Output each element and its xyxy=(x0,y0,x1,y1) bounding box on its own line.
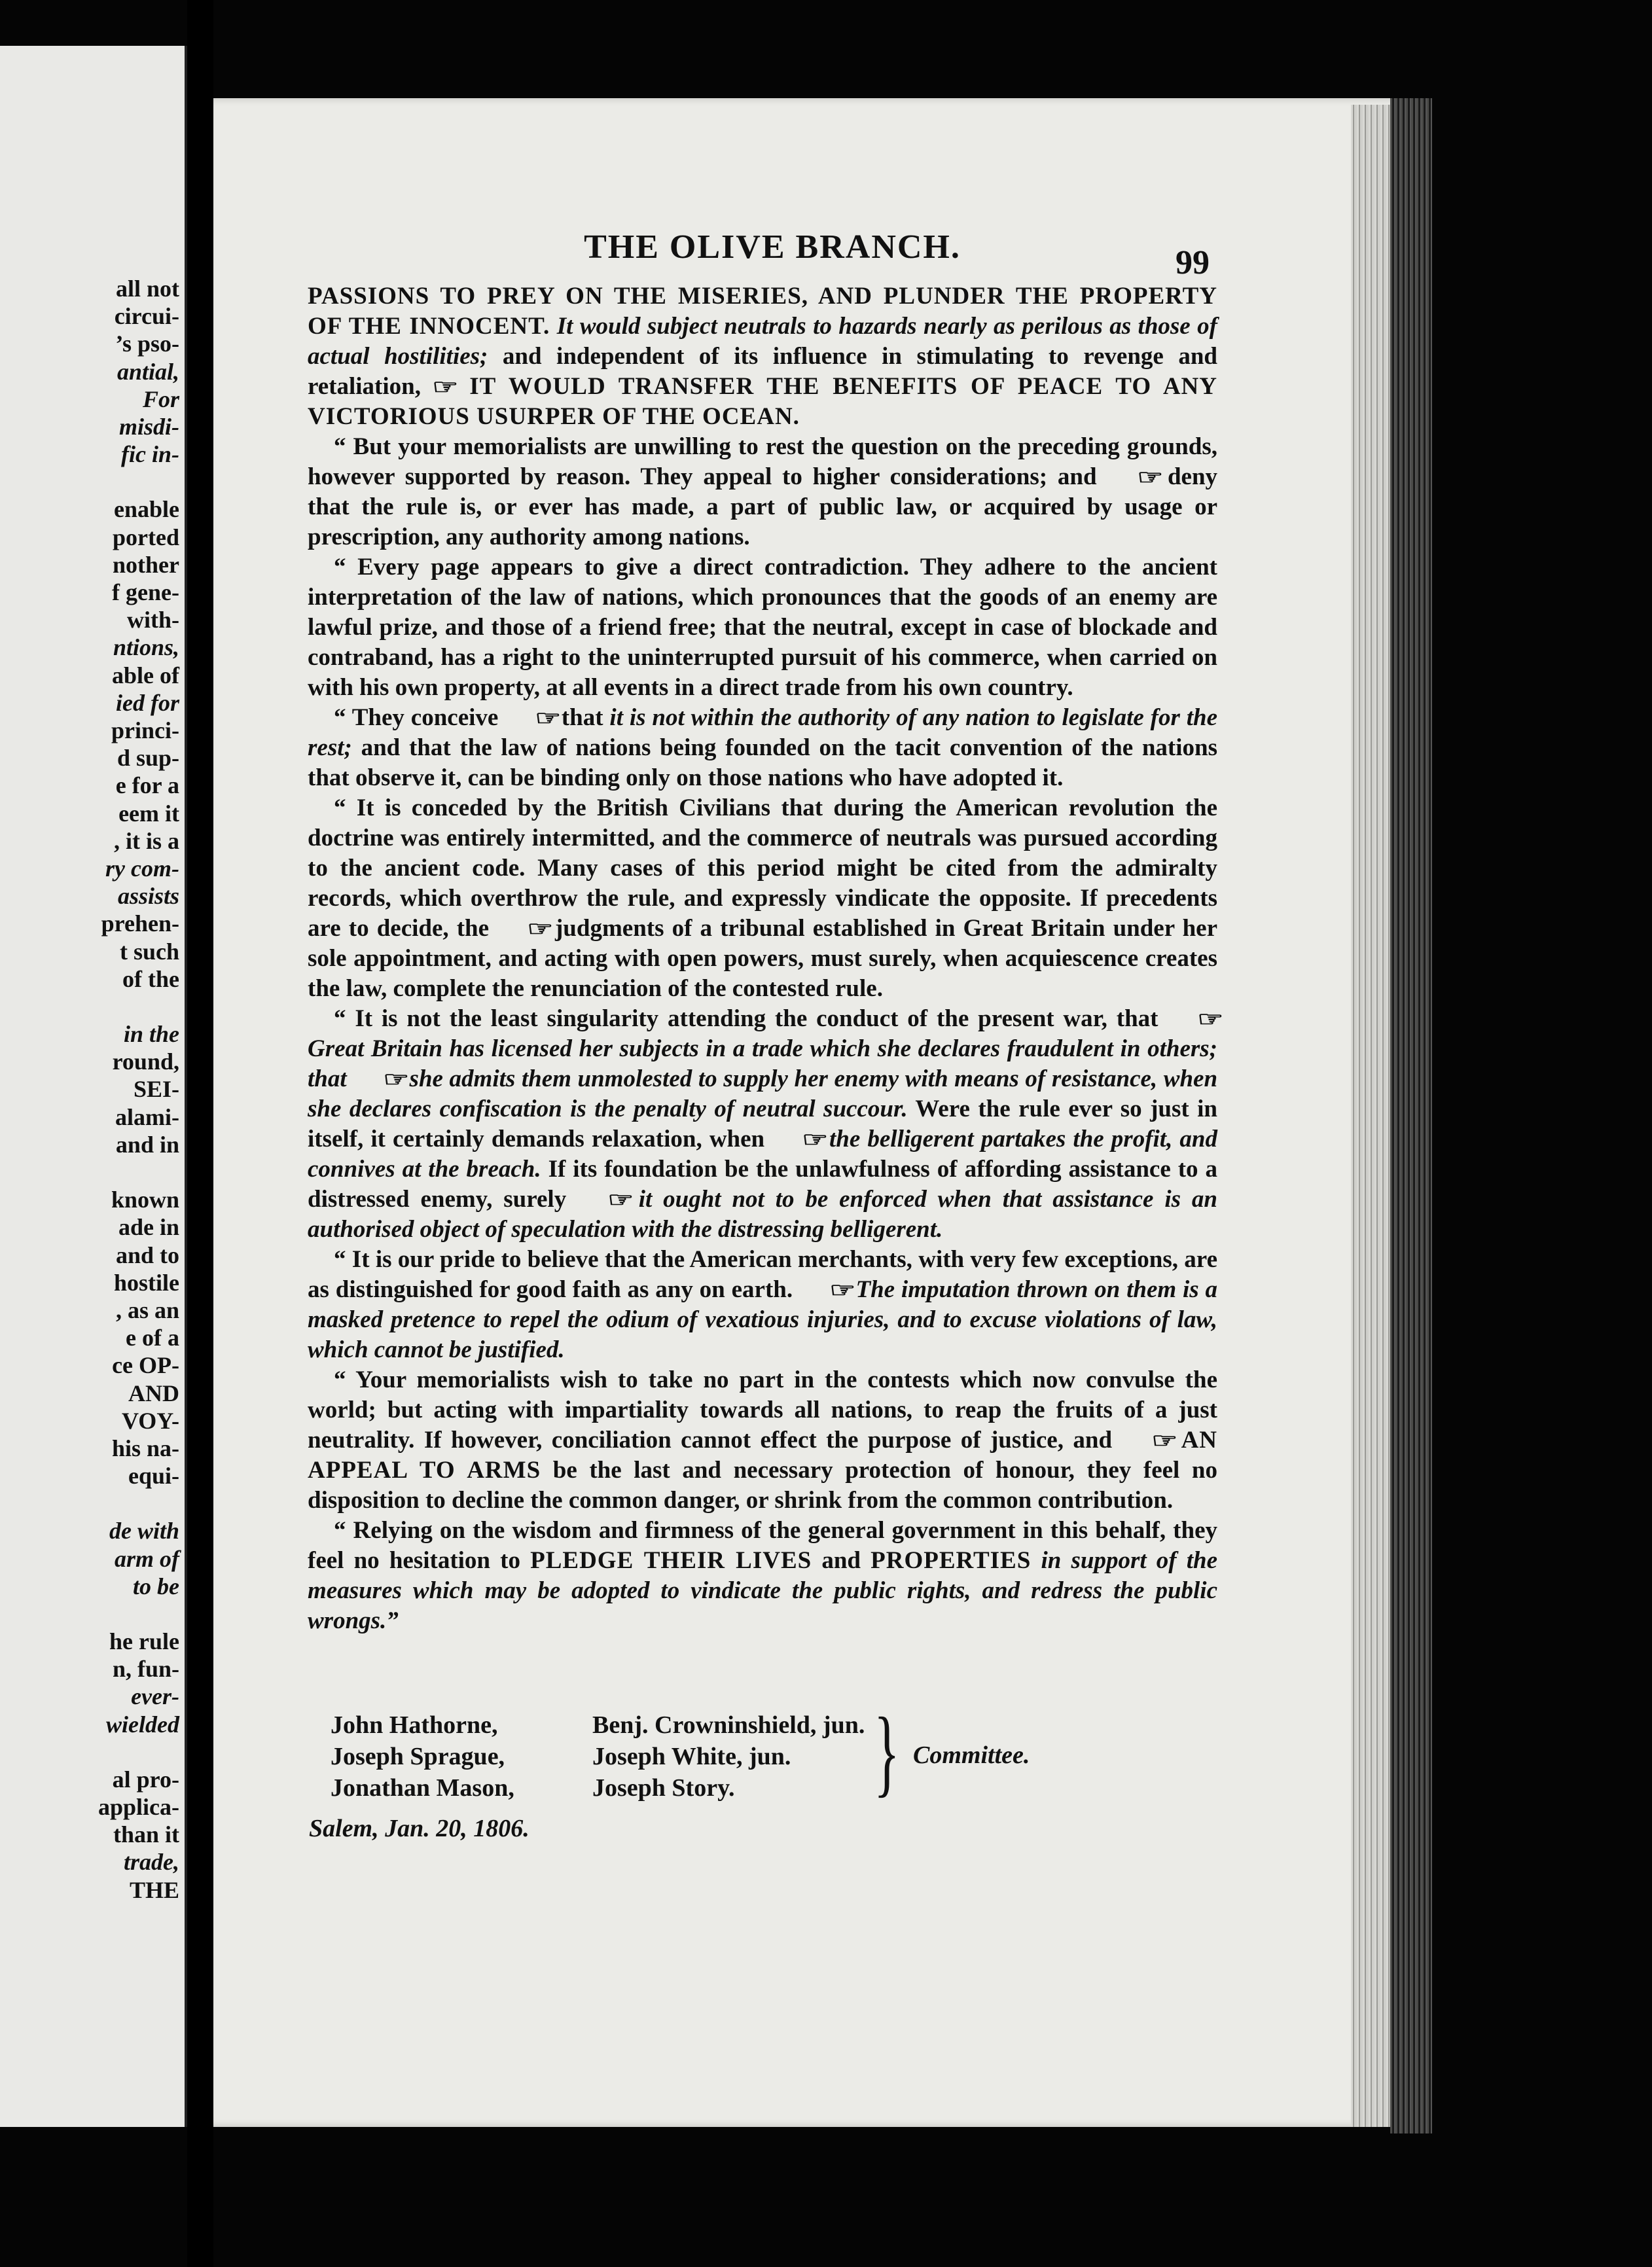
left-page-line: known xyxy=(111,1187,179,1213)
text-run: IT WOULD TRANSFER THE BENEFITS OF PEACE TO ANY VICTORIOUS USURPER OF THE OCEAN. xyxy=(308,373,1217,430)
pointing-hand-icon: ☞ xyxy=(1197,1007,1224,1031)
left-page-line: and in xyxy=(115,1131,179,1158)
left-page-line: his na- xyxy=(111,1435,179,1461)
body-text xyxy=(308,281,1224,1636)
left-page-line: ade in xyxy=(118,1214,179,1241)
signature-column xyxy=(331,1709,514,1804)
left-page-line: e for a xyxy=(115,772,179,799)
left-page-line: enable xyxy=(113,496,179,523)
paragraph xyxy=(308,703,1217,793)
italic-run: It would subject neutrals to hazards nearly as perilous as those of actual hostilities; xyxy=(308,313,1218,370)
left-page-line: f gene- xyxy=(112,579,179,606)
page-number: 99 xyxy=(1176,244,1210,281)
pointing-hand-icon: ☞ xyxy=(383,1067,410,1091)
left-page-line: assists xyxy=(117,883,179,910)
brace-icon: } xyxy=(874,1698,900,1806)
pointing-hand-icon: ☞ xyxy=(432,375,459,399)
left-page-line: equi- xyxy=(128,1463,179,1490)
pointing-hand-icon: ☞ xyxy=(535,706,562,730)
left-page-line: antial, xyxy=(117,358,179,385)
pointing-hand-icon: ☞ xyxy=(527,917,554,940)
left-page-gap xyxy=(42,1600,179,1628)
left-page-line: ce OP- xyxy=(112,1352,179,1379)
text-run: “ Relying on the wisdom and firmness of the general government in this behalf, they feel no hesitation to xyxy=(308,1517,1217,1574)
left-page-line: of the xyxy=(122,965,179,992)
left-page-line: and to xyxy=(115,1241,179,1268)
pointing-hand-icon: ☞ xyxy=(607,1188,634,1211)
book-gutter xyxy=(187,0,213,2267)
left-page-line: ported xyxy=(113,524,179,550)
text-run: judgments of a tribunal established in Great Britain under her sole appointment, and acting with open powers, must surely, when acquiescence creates the law, complete the renunciation of the contested rule. xyxy=(308,915,1218,1002)
left-page-line: e of a xyxy=(126,1325,179,1351)
paragraph xyxy=(308,1004,1224,1245)
text-run: PROPERTIES xyxy=(871,1547,1032,1574)
book-fore-edge xyxy=(1390,98,1432,2133)
left-page-line: de with xyxy=(109,1518,179,1544)
italic-run: in support of the measures which may be adopted to vindicate the public rights, and redress the public wrongs.” xyxy=(308,1547,1218,1634)
italic-run: Great Britain has licensed her subjects in a trade which she declares fraudulent in others; that xyxy=(308,1035,1217,1092)
left-page-line: al pro- xyxy=(112,1766,179,1793)
left-page-line: ’s pso- xyxy=(115,330,179,357)
left-page-line: THE xyxy=(129,1876,179,1903)
dateline xyxy=(309,1814,530,1843)
left-page-line: SEI- xyxy=(133,1076,179,1103)
text-run: PLEDGE THEIR LIVES xyxy=(530,1547,812,1574)
italic-run: the belligerent partakes the profit, and connives at the breach. xyxy=(308,1126,1217,1183)
text-run: “ It is conceded by the British Civilians that during the American revolution the doctrine was entirely intermitted, and the commerce of neutrals was pursued according to the ancient code. Many cases of this period might be cited from the admiralty records, which overthrow the rule, and expressly vindicate the opposite. If precedents are to decide, the xyxy=(308,794,1217,942)
text-run: Were the rule ever so just in itself, it certainly demands relaxation, when xyxy=(308,1096,1217,1152)
dateline-text: Salem, Jan. 20, 1806. xyxy=(309,1815,530,1842)
italic-run: she admits them unmolested to supply her enemy with means of resistance, when she declares confiscation is the penalty of neutral succour. xyxy=(308,1065,1218,1122)
left-page-line: ied for xyxy=(116,689,179,716)
left-page-line: he rule xyxy=(109,1628,179,1654)
left-page-line: nother xyxy=(113,551,179,578)
text-run: that xyxy=(561,704,603,731)
text-run: “ They conceive xyxy=(334,704,499,731)
signatory-name: John Hathorne, xyxy=(331,1711,498,1739)
signatory-name: Benj. Crowninshield, jun. xyxy=(592,1711,865,1739)
running-head: THE OLIVE BRANCH. xyxy=(584,228,961,266)
left-page-line: d sup- xyxy=(117,745,179,772)
left-page-line: all not xyxy=(115,276,179,302)
left-page-line: , it is a xyxy=(113,827,179,854)
left-page-line: , as an xyxy=(115,1296,179,1323)
text-run: “ Your memorialists wish to take no part in the contests which now convulse the world; but acting with impartiality towards all nations, to reap the fruits of a just neutrality. If however, conciliation cannot effect the purpose of justice, and xyxy=(308,1366,1217,1454)
text-run: be the last and necessary protection of honour, they feel no disposition to decline the common danger, or shrink from the common contribution. xyxy=(308,1457,1217,1514)
pointing-hand-icon: ☞ xyxy=(1151,1429,1178,1452)
left-page-line: arm of xyxy=(115,1545,179,1572)
paragraph xyxy=(308,793,1217,1004)
left-page-line: For xyxy=(142,385,179,412)
page-edges xyxy=(1351,105,1390,2127)
left-page-line: prehen- xyxy=(101,910,179,937)
left-page-line: than it xyxy=(113,1821,179,1848)
previous-page-text-fragments xyxy=(42,275,179,1904)
pointing-hand-icon: ☞ xyxy=(802,1128,829,1151)
left-page-gap xyxy=(42,1490,179,1517)
left-page-line: to be xyxy=(133,1573,179,1599)
signatory-name: Joseph White, jun. xyxy=(592,1743,791,1770)
text-run: and that the law of nations being founded on the tacit convention of the nations that observe it, can be binding only on those nations who have adopted it. xyxy=(308,734,1218,791)
left-page-line: t such xyxy=(119,938,179,965)
text-run: PASSIONS TO PREY ON THE MISERIES, AND PLUNDER THE PROPERTY OF THE INNOCENT. xyxy=(308,283,1217,340)
committee-label: Committee. xyxy=(913,1741,1030,1769)
left-page-gap xyxy=(42,1158,179,1186)
left-page-line: in the xyxy=(123,1021,179,1048)
text-run: AN APPEAL TO ARMS xyxy=(308,1427,1218,1484)
left-page-line: n, fun- xyxy=(112,1656,179,1683)
paragraph xyxy=(308,1516,1217,1636)
signatory-name: Joseph Story. xyxy=(592,1774,735,1802)
left-page-line: princi- xyxy=(111,717,179,744)
left-page-line: alami- xyxy=(115,1103,179,1130)
text-run: and xyxy=(821,1547,861,1574)
italic-run: it ought not to be enforced when that assistance is an authorised object of speculation with the distressing belligerent. xyxy=(308,1186,1218,1243)
paragraph xyxy=(308,1365,1217,1516)
text-run: If its foundation be the unlawfulness of affording assistance to a distressed enemy, surely xyxy=(308,1156,1217,1213)
left-page-line: hostile xyxy=(113,1269,179,1296)
left-page-line: ever- xyxy=(131,1683,179,1710)
left-page-line: wielded xyxy=(106,1711,179,1738)
left-page-gap xyxy=(42,993,179,1020)
paragraph: “ Every page appears to give a direct contradiction. They adhere to the ancient interpretation of the law of nations, which pronounces that the goods of an enemy are lawful prize, and those of a friend free; that the neutral, except in case of blockade and contraband, has a right to the uninterrupted pursuit of his commerce, when carried on with his own property, at all events in a direct trade from his own country. xyxy=(308,554,1217,701)
left-page-line: with- xyxy=(127,607,179,634)
left-page-line: circui- xyxy=(114,303,179,330)
text-run: “ But your memorialists are unwilling to rest the question on the preceding grounds, however supported by reason. They appeal to higher considerations; and xyxy=(308,433,1217,490)
left-page-line: ry com- xyxy=(105,855,179,882)
paragraph xyxy=(308,432,1217,552)
left-page-line: trade, xyxy=(124,1849,179,1876)
left-page-line: fic in- xyxy=(121,441,179,468)
text-run: “ It is our pride to believe that the American merchants, with very few exceptions, are as distinguished for good faith as any on earth. xyxy=(308,1246,1217,1303)
italic-run: The imputation thrown on them is a masked pretence to repel the odium of vexatious injuries, and to excuse violations of law, which cannot be justified. xyxy=(308,1276,1218,1363)
previous-page-strip xyxy=(0,46,187,2127)
text-run: deny that the rule is, or ever has made, a part of public law, or acquired by usage or prescription, any authority among nations. xyxy=(308,463,1218,550)
left-page-line: able of xyxy=(112,662,179,688)
paragraph xyxy=(308,1245,1217,1365)
italic-run: it is not within the authority of any nation to legislate for the rest; xyxy=(308,704,1218,761)
text-run: “ It is not the least singularity attending the conduct of the present war, that xyxy=(334,1005,1158,1032)
left-page-line: AND xyxy=(128,1380,179,1406)
left-page-line: ntions, xyxy=(113,634,179,661)
text-run: and independent of its influence in stimulating to revenge and retaliation, xyxy=(308,343,1217,400)
left-page-gap xyxy=(42,1738,179,1766)
signature-column xyxy=(592,1709,865,1804)
left-page-gap xyxy=(42,468,179,495)
signatory-name: Jonathan Mason, xyxy=(331,1774,514,1802)
pointing-hand-icon: ☞ xyxy=(829,1278,856,1302)
left-page-line: round, xyxy=(112,1048,179,1075)
left-page-line: applica- xyxy=(98,1793,179,1820)
left-page-line: misdi- xyxy=(118,414,179,440)
signatory-name: Joseph Sprague, xyxy=(331,1743,505,1770)
left-page-line: eem it xyxy=(118,800,179,827)
left-page-line: VOY- xyxy=(122,1407,179,1434)
paragraph xyxy=(308,281,1217,432)
pointing-hand-icon: ☞ xyxy=(1137,465,1164,489)
